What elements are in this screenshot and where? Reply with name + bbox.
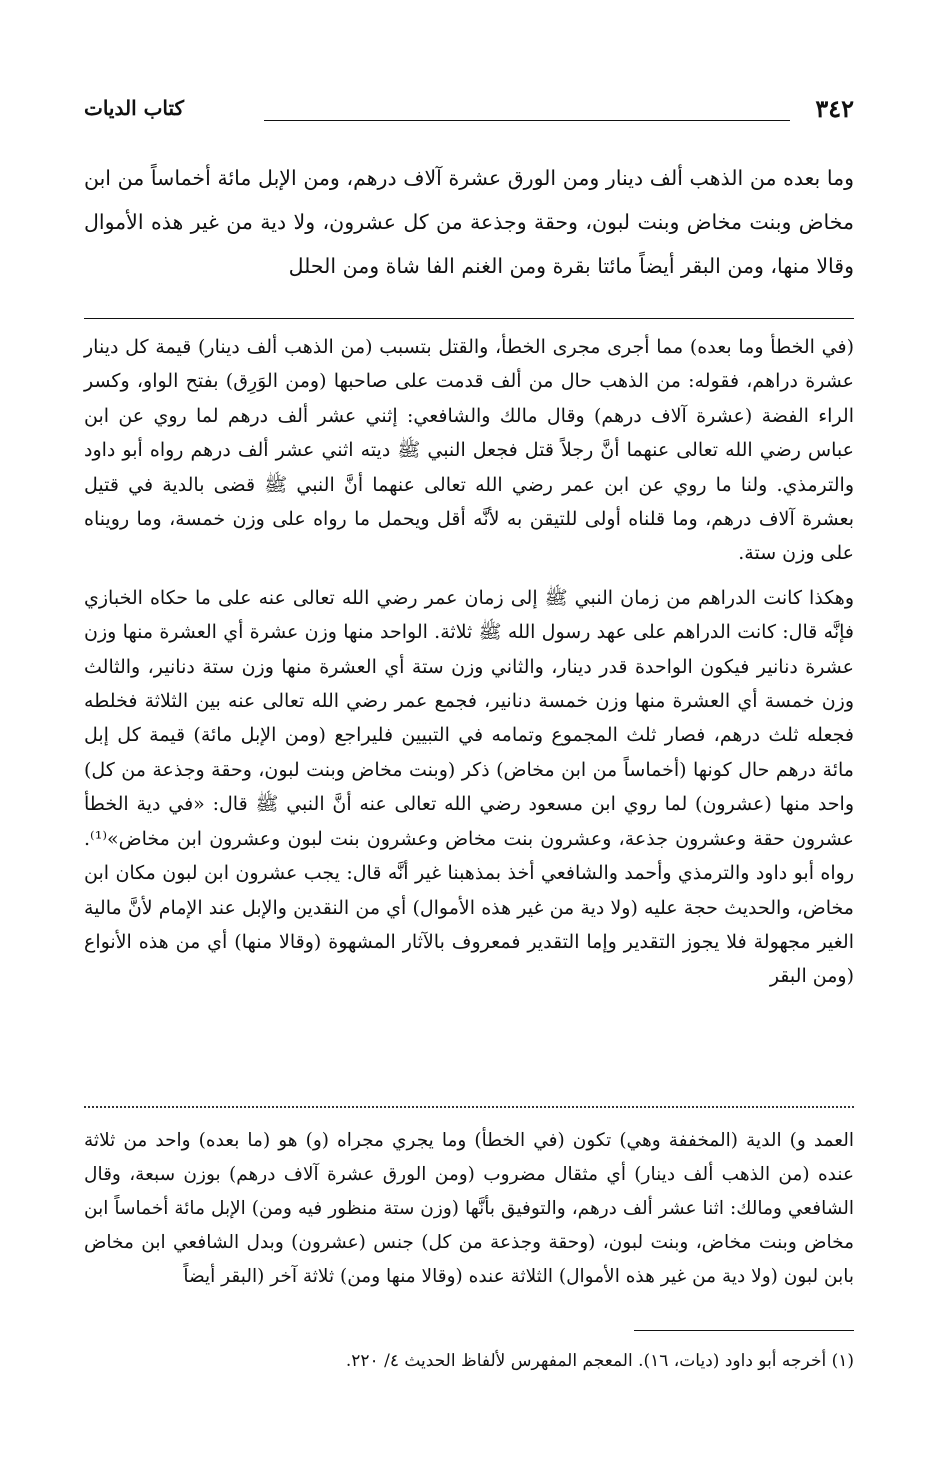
- footnote-text: (١) أخرجه أبو داود (ديات، ١٦). المعجم المفهرس لألفاظ الحديث ٤/ ٢٢٠.: [345, 1351, 854, 1371]
- book-title: كتاب الديات: [84, 96, 185, 120]
- footnote-divider: [634, 1330, 854, 1331]
- commentary-paragraph-1: (في الخطأ وما بعده) مما أجرى مجرى الخطأ، والقتل بتسبب (من الذهب ألف دينار) قيمة كل دينار عشرة دراهم، فقوله: من الذهب حال من ألف قدمت على صاحبها (ومن الوَرِق) بفتح الواو، وكسر الراء الفضة (عشرة آلاف درهم) وقال مالك والشافعي: إثني عشر ألف درهم لما روي عن ابن عباس رضي الله تعالى عنهما أنَّ رجلاً قتل فجعل النبي ﷺ ديته اثني عشر ألف درهم رواه أبو داود والترمذي. ولنا ما روي عن ابن عمر رضي الله تعالى عنهما أنَّ النبي ﷺ قضى بالدية في قتيل بعشرة آلاف درهم، وما قلناه أولى للتيقن به لأنَّه أقل ويحمل ما رواه على وزن خمسة، وما رويناه على وزن ستة.: [84, 336, 854, 565]
- main-text: [84, 156, 854, 288]
- commentary: [84, 330, 854, 994]
- gloss-divider: [84, 1106, 854, 1108]
- gloss: [84, 1124, 854, 1294]
- commentary-paragraph-2: وهكذا كانت الدراهم من زمان النبي ﷺ إلى زمان عمر رضي الله تعالى عنه على ما حكاه الخبازي فإنَّه قال: كانت الدراهم على عهد رسول الله ﷺ ثلاثة. الواحد منها وزن عشرة أي العشرة منها وزن عشرة دنانير فيكون الواحدة قدر دينار، والثاني وزن ستة أي العشرة منها وزن ستة دنانير، والثالث وزن خمسة أي العشرة منها وزن خمسة دنانير، فجمع عمر رضي الله تعالى عنه بين الثلاثة فخلطه فجعله ثلث درهم، فصار ثلث المجموع وتمامه في التبيين فليراجع (ومن الإبل مائة) قيمة كل إبل مائة درهم حال كونها (أخماساً من ابن مخاض) ذكر (وبنت مخاض وبنت لبون، وحقة وجذعة من كل) واحد منها (عشرون) لما روي ابن مسعود رضي الله تعالى عنه أنَّ النبي ﷺ قال: «في دية الخطأ عشرون حقة وعشرون جذعة، وعشرون بنت مخاض وعشرون بنت لبون وعشرون ابن مخاض»⁽¹⁾. رواه أبو داود والترمذي وأحمد والشافعي أخذ بمذهبنا غير أنَّه قال: يجب عشرون ابن لبون مكان ابن مخاض، والحديث حجة عليه (ولا دية من غير هذه الأموال) أي من النقدين والإبل عند الإمام لأنَّ مالية الغير مجهولة فلا يجوز التقدير وإما التقدير فمعروف بالآثار المشهوة (وقالا منها) أي من هذه الأنواع (ومن البقر: [84, 586, 854, 988]
- commentary-divider: [84, 318, 854, 319]
- page-header: [84, 94, 854, 134]
- gloss-paragraph: العمد و) الدية (المخففة وهي) تكون (في الخطأ) وما يجري مجراه (و) هو (ما بعده) واحد من ثلاثة عنده (من الذهب ألف دينار) أي مثقال مضروب (ومن الورق عشرة آلاف درهم) بوزن سبعة، وقال الشافعي ومالك: اثنا عشر ألف درهم، والتوفيق بأنَّها (وزن ستة منظور فيه ومن) الإبل مائة أخماساً ابن مخاض وبنت مخاض، وبنت لبون، (وحقة وجذعة من كل) جنس (عشرون) وبدل الشافعي ابن مخاض بابن لبون (ولا دية من غير هذه الأموال) الثلاثة عنده (وقالا منها ومن) ثلاثة آخر (البقر أيضاً: [84, 1130, 854, 1287]
- footnote: [84, 1346, 854, 1376]
- header-rule: [264, 120, 790, 121]
- main-paragraph: وما بعده من الذهب ألف دينار ومن الورق عشرة آلاف درهم، ومن الإبل مائة أخماساً من ابن مخاض وبنت مخاض وبنت لبون، وحقة وجذعة من كل عشرون، ولا دية من غير هذه الأموال وقالا منها، ومن البقر أيضاً مائتا بقرة ومن الغنم الفا شاة ومن الحلل: [84, 166, 854, 278]
- page-number: ٣٤٢: [815, 94, 854, 123]
